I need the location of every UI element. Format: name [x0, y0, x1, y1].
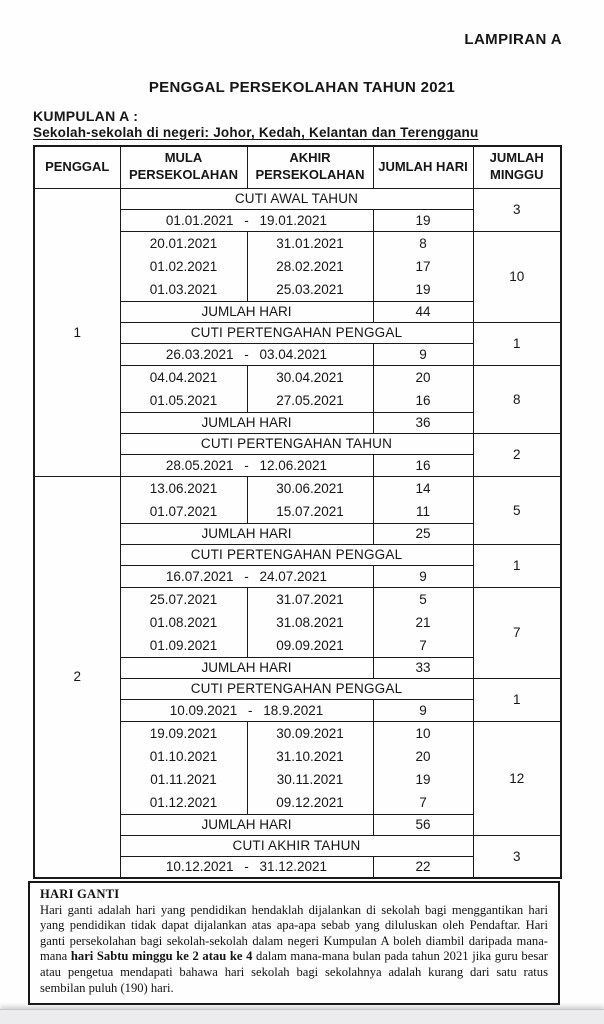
weeks-count-cell: 5: [473, 476, 561, 544]
hari-ganti-note-box: [28, 881, 560, 1005]
holiday-title-cell: CUTI AKHIR TAHUN: [120, 835, 473, 856]
days-count-cell: [373, 721, 473, 814]
holiday-range-cell: 16.07.2021 - 24.07.2021: [120, 565, 373, 587]
end-date: 30.09.2021: [276, 725, 344, 741]
total-days-value-cell: 33: [373, 657, 473, 678]
holiday-title-cell: CUTI PERTENGAHAN PENGGAL: [120, 322, 473, 343]
days-count-cell: 19: [373, 209, 473, 231]
header-mula: MULA PERSEKOLAHAN: [120, 146, 247, 188]
days-count: 17: [415, 258, 431, 274]
days-count: 19: [415, 771, 431, 787]
weeks-count-cell: 3: [473, 188, 561, 231]
total-days-value-cell: 56: [373, 814, 473, 835]
term-2-label-cell: 2: [34, 476, 120, 878]
end-date: 15.07.2021: [276, 503, 344, 519]
note-heading: HARI GANTI: [40, 887, 120, 901]
weeks-count-cell: 7: [473, 587, 561, 678]
school-dates-cell: [120, 365, 247, 412]
note-body: [40, 903, 548, 997]
days-count: 7: [419, 637, 427, 653]
days-count-cell: 9: [373, 565, 473, 587]
header-jumlah-minggu: JUMLAH MINGGU: [473, 146, 561, 188]
table-row: [34, 188, 561, 209]
holiday-range-cell: 10.12.2021 - 31.12.2021: [120, 856, 373, 878]
end-date: 31.08.2021: [276, 614, 344, 630]
holiday-title-cell: CUTI PERTENGAHAN TAHUN: [120, 433, 473, 454]
holiday-range-cell: 01.01.2021 - 19.01.2021: [120, 209, 373, 231]
days-count: 20: [415, 369, 431, 385]
days-count-cell: [373, 231, 473, 301]
start-date: 20.01.2021: [149, 235, 218, 251]
weeks-count-cell: 2: [473, 433, 561, 476]
start-date: 25.07.2021: [149, 591, 218, 607]
end-date: 27.05.2021: [276, 392, 344, 408]
end-date: 30.06.2021: [276, 480, 344, 496]
start-date: 01.03.2021: [149, 281, 218, 297]
page-title: PENGGAL PERSEKOLAHAN TAHUN 2021: [148, 79, 456, 96]
days-count: 21: [415, 614, 431, 630]
school-terms-table: [33, 145, 562, 879]
start-date: 01.02.2021: [149, 258, 218, 274]
days-count: 20: [415, 748, 431, 764]
days-count: 11: [415, 503, 430, 519]
school-dates-cell: [247, 365, 373, 412]
weeks-count-cell: 12: [473, 721, 561, 835]
school-dates-cell: [247, 587, 373, 657]
weeks-count-cell: 3: [473, 835, 561, 878]
weeks-count-cell: 1: [473, 678, 561, 721]
end-date: 31.10.2021: [276, 748, 344, 764]
days-count-cell: [373, 587, 473, 657]
end-date: 28.02.2021: [276, 258, 344, 274]
holiday-title-cell: CUTI PERTENGAHAN PENGGAL: [120, 678, 473, 699]
table-header-row: [34, 146, 561, 188]
end-date: 09.12.2021: [276, 794, 344, 810]
school-dates-cell: [120, 231, 247, 301]
days-count-cell: 9: [373, 343, 473, 365]
end-date: 30.11.2021: [276, 771, 344, 787]
days-count: 14: [415, 480, 431, 496]
weeks-count-cell: 1: [473, 544, 561, 587]
total-days-label-cell: JUMLAH HARI: [120, 523, 373, 544]
school-dates-cell: [247, 476, 373, 523]
school-dates-cell: [120, 476, 247, 523]
days-count: 16: [415, 392, 431, 408]
days-count-cell: 9: [373, 699, 473, 721]
start-date: 13.06.2021: [149, 480, 218, 496]
start-date: 01.07.2021: [149, 503, 218, 519]
end-date: 31.01.2021: [276, 235, 344, 251]
holiday-title-cell: CUTI PERTENGAHAN PENGGAL: [120, 544, 473, 565]
note-text-part2: dalam mana-mana bulan pada tahun 2021 jika guru besar atau pengetua mendapati bahawa hari sekolah bagi sekolahnya adalah kurang dari satu ratus sembilan puluh (190) hari.: [40, 949, 548, 995]
holiday-range-cell: 28.05.2021 - 12.06.2021: [120, 454, 373, 476]
total-days-label-cell: JUMLAH HARI: [120, 301, 373, 322]
group-heading: KUMPULAN A :: [33, 108, 139, 124]
days-count-cell: 22: [373, 856, 473, 878]
note-text-bold: hari Sabtu minggu ke 2 atau ke 4: [70, 949, 253, 964]
end-date: 25.03.2021: [276, 281, 344, 297]
days-count-cell: [373, 365, 473, 412]
days-count-cell: 16: [373, 454, 473, 476]
end-date: 30.04.2021: [276, 369, 344, 385]
school-dates-cell: [120, 587, 247, 657]
header-jumlah-hari: JUMLAH HARI: [373, 146, 473, 188]
corner-label: LAMPIRAN A: [464, 31, 562, 48]
total-days-label-cell: JUMLAH HARI: [120, 412, 373, 433]
start-date: 01.09.2021: [149, 637, 218, 653]
days-count: 8: [419, 235, 427, 251]
holiday-range-cell: 26.03.2021 - 03.04.2021: [120, 343, 373, 365]
days-count: 10: [415, 725, 431, 741]
start-date: 01.10.2021: [149, 748, 218, 764]
screenshot-bottom-bar: [0, 1009, 604, 1024]
start-date: 01.11.2021: [150, 771, 217, 787]
table-row: [34, 476, 561, 523]
start-date: 01.05.2021: [149, 392, 218, 408]
end-date: 09.09.2021: [276, 637, 344, 653]
weeks-count-cell: 10: [473, 231, 561, 322]
total-days-value-cell: 25: [373, 523, 473, 544]
days-count: 19: [415, 281, 431, 297]
school-dates-cell: [247, 231, 373, 301]
end-date: 31.07.2021: [276, 591, 344, 607]
total-days-label-cell: JUMLAH HARI: [120, 657, 373, 678]
total-days-value-cell: 36: [373, 412, 473, 433]
holiday-range-cell: 10.09.2021 - 18.9.2021: [120, 699, 373, 721]
days-count-cell: [373, 476, 473, 523]
school-dates-cell: [247, 721, 373, 814]
days-count: 7: [419, 794, 427, 810]
school-dates-cell: [120, 721, 247, 814]
weeks-count-cell: 8: [473, 365, 561, 433]
note-text-part1: Hari ganti adalah hari yang pendidikan hendaklah dijalankan di sekolah bagi menggantikan hari yang pendidikan tidak dapat dijalankan atas apa-apa sebab yang diluluskan oleh Pendaftar. Hari ganti persekolahan bagi sekolah-sekolah dalam negeri Kumpulan A boleh diambil daripada mana-mana: [40, 902, 548, 964]
start-date: 01.12.2021: [149, 794, 218, 810]
group-subheading: Sekolah-sekolah di negeri: Johor, Kedah, Kelantan dan Terengganu: [33, 125, 479, 140]
term-1-label-cell: 1: [34, 188, 120, 476]
weeks-count-cell: 1: [473, 322, 561, 365]
days-count: 5: [419, 591, 427, 607]
start-date: 19.09.2021: [149, 725, 218, 741]
total-days-label-cell: JUMLAH HARI: [120, 814, 373, 835]
start-date: 01.08.2021: [149, 614, 218, 630]
total-days-value-cell: 44: [373, 301, 473, 322]
holiday-title-cell: CUTI AWAL TAHUN: [120, 188, 473, 209]
header-penggal: PENGGAL: [34, 146, 120, 188]
header-akhir: AKHIR PERSEKOLAHAN: [247, 146, 373, 188]
start-date: 04.04.2021: [149, 369, 218, 385]
